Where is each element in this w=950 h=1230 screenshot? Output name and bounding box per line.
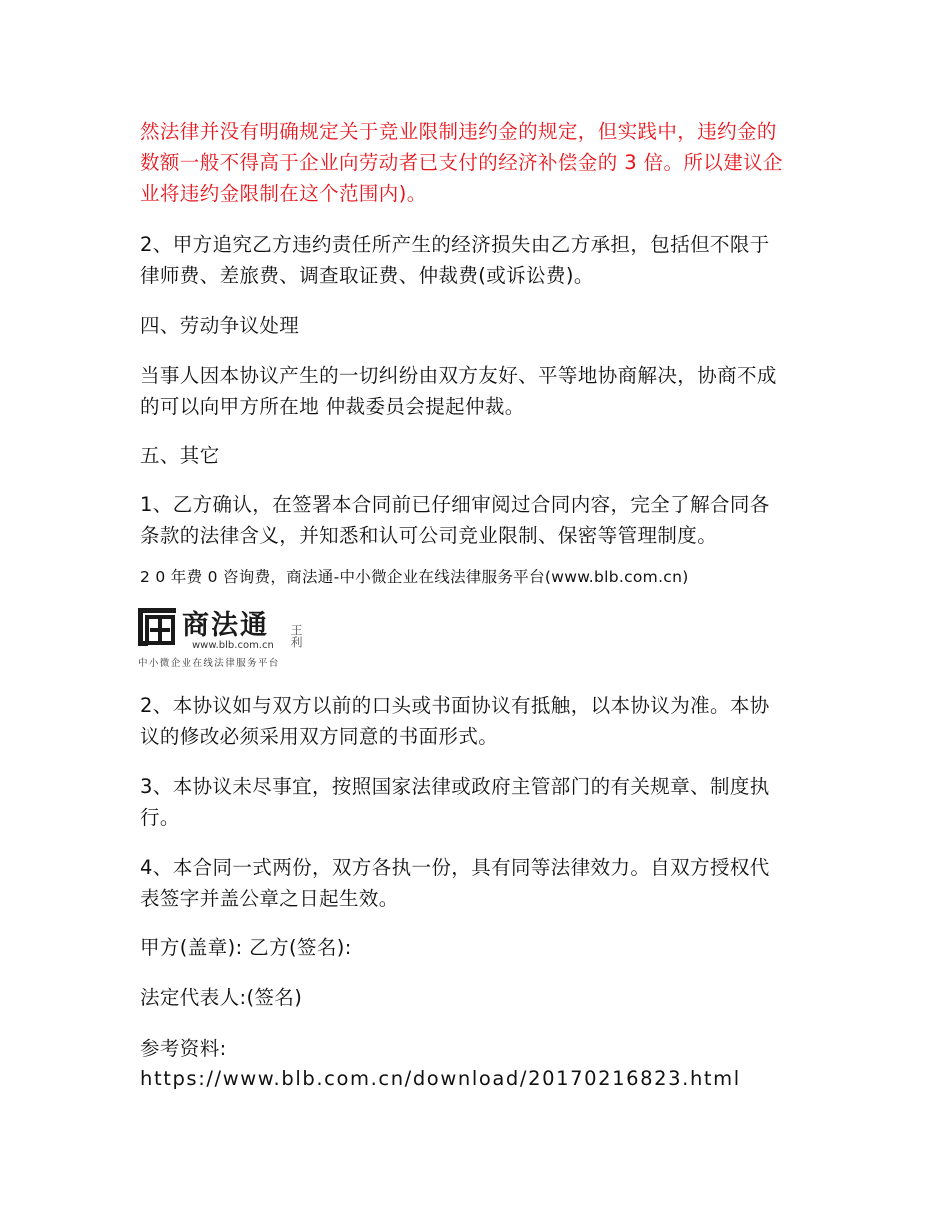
- breach-cost-line-1: 2、甲方追究乙方违约责任所产生的经济损失由乙方承担，包括但不限于: [140, 233, 770, 256]
- copies-line-2: 表签字并盖公章之日起生效。: [140, 887, 399, 910]
- red-paragraph-line-2: 数额一般不得高于企业向劳动者已支付的经济补偿金的 3 倍。所以建议企: [140, 151, 783, 174]
- unresolved-line-1: 3、本协议未尽事宜，按照国家法律或政府主管部门的有关规章、制度执: [140, 775, 770, 798]
- copies-line-1: 4、本合同一式两份，双方各执一份，具有同等法律效力。自双方授权代: [140, 856, 770, 879]
- signature-party-text: 甲方(盖章): 乙方(签名):: [140, 936, 352, 959]
- dispute-line-2: 的可以向甲方所在地 仲裁委员会提起仲裁。: [140, 395, 525, 418]
- red-paragraph-line-1: 然法律并没有明确规定关于竞业限制违约金的规定，但实践中，违约金的: [140, 120, 777, 143]
- section-heading-other: [140, 440, 820, 471]
- precedence-clause: [140, 690, 820, 752]
- platform-footer-note: 2 0 年费 0 咨询费，商法通-中小微企业在线法律服务平台(www.blb.com.cn): [140, 568, 689, 586]
- legal-representative-text: 法定代表人:(签名): [140, 986, 303, 1009]
- precedence-line-2: 议的修改必须采用双方同意的书面形式。: [140, 725, 499, 748]
- unresolved-line-2: 行。: [140, 806, 180, 829]
- red-paragraph: [140, 116, 820, 209]
- reference-url[interactable]: https://www.blb.com.cn/download/20170216823.html: [140, 1067, 741, 1090]
- reference-label: [140, 1033, 820, 1064]
- breach-cost-line-2: 律师费、差旅费、调查取证费、仲裁费(或诉讼费)。: [140, 264, 594, 287]
- logo-side-text: 王利: [289, 624, 303, 648]
- dispute-clause: [140, 360, 820, 422]
- red-paragraph-line-3: 业将违约金限制在这个范围内)。: [140, 182, 427, 205]
- section-heading-dispute: [140, 310, 820, 341]
- logo-tagline: 中小微企业在线法律服务平台: [138, 658, 280, 669]
- blb-logo: [136, 600, 326, 672]
- unresolved-matters-clause: [140, 771, 820, 833]
- reference-label-text: 参考资料:: [140, 1037, 227, 1060]
- signature-party-line: [140, 932, 820, 963]
- dispute-line-1: 当事人因本协议产生的一切纠纷由双方友好、平等地协商解决，协商不成: [140, 364, 777, 387]
- logo-brand-text: 商法通: [182, 610, 269, 641]
- legal-representative-line: [140, 982, 820, 1013]
- confirmation-line-2: 条款的法律含义，并知悉和认可公司竞业限制、保密等管理制度。: [140, 524, 718, 547]
- section-heading-dispute-text: 四、劳动争议处理: [140, 314, 300, 337]
- precedence-line-1: 2、本协议如与双方以前的口头或书面协议有抵触，以本协议为准。本协: [140, 694, 770, 717]
- logo-graphic: [136, 600, 326, 672]
- section-heading-other-text: 五、其它: [140, 444, 220, 467]
- copies-effect-clause: [140, 852, 820, 914]
- logo-url-text: www.blb.com.cn: [192, 640, 274, 651]
- confirmation-line-1: 1、乙方确认，在签署本合同前已仔细审阅过合同内容，完全了解合同各: [140, 493, 770, 516]
- breach-cost-clause: [140, 229, 820, 291]
- confirmation-clause: [140, 489, 820, 551]
